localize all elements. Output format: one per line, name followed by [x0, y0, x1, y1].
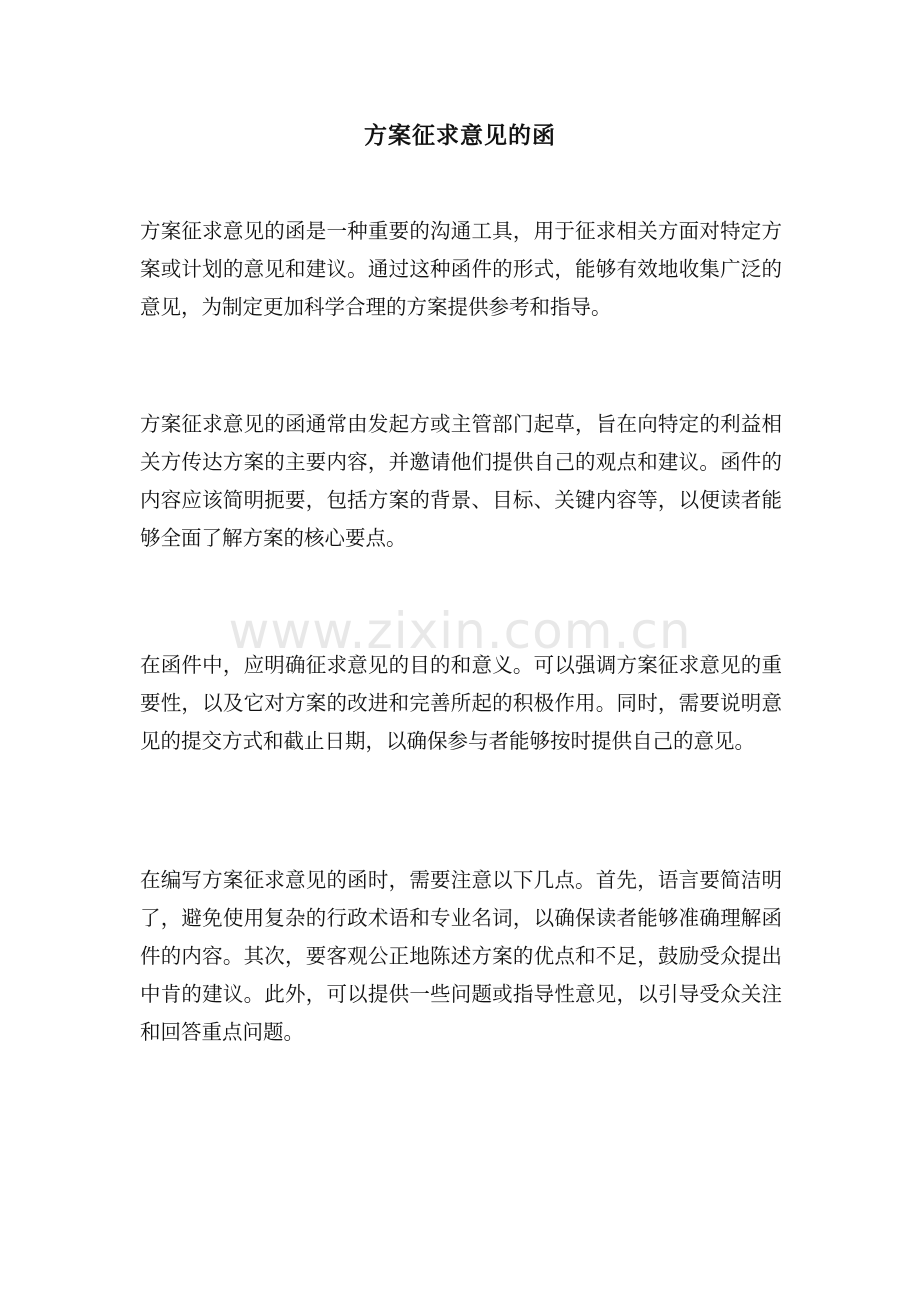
document-title: 方案征求意见的函	[364, 122, 556, 149]
paragraph-writing-tips: 在编写方案征求意见的函时，需要注意以下几点。首先，语言要简洁明了，避免使用复杂的行政术语和专业名词，以确保读者能够准确理解函件的内容。其次，要客观公正地陈述方案的优点和不足，鼓励受众提出中肯的建议。此外，可以提供一些问题或指导性意见，以引导受众关注和回答重点问题。	[140, 868, 782, 1044]
site-watermark: www.zixin.com.cn	[228, 602, 692, 660]
paragraph-intro: 方案征求意见的函是一种重要的沟通工具，用于征求相关方面对特定方案或计划的意见和建议。通过这种函件的形式，能够有效地收集广泛的意见，为制定更加科学合理的方案提供参考和指导。	[140, 219, 782, 319]
paragraph-drafting: 方案征求意见的函通常由发起方或主管部门起草，旨在向特定的利益相关方传达方案的主要内容，并邀请他们提供自己的观点和建议。函件的内容应该简明扼要，包括方案的背景、目标、关键内容等，以便读者能够全面了解方案的核心要点。	[140, 412, 782, 550]
paragraph-purpose: 在函件中，应明确征求意见的目的和意义。可以强调方案征求意见的重要性，以及它对方案的改进和完善所起的积极作用。同时，需要说明意见的提交方式和截止日期，以确保参与者能够按时提供自己的意见。	[140, 653, 782, 753]
